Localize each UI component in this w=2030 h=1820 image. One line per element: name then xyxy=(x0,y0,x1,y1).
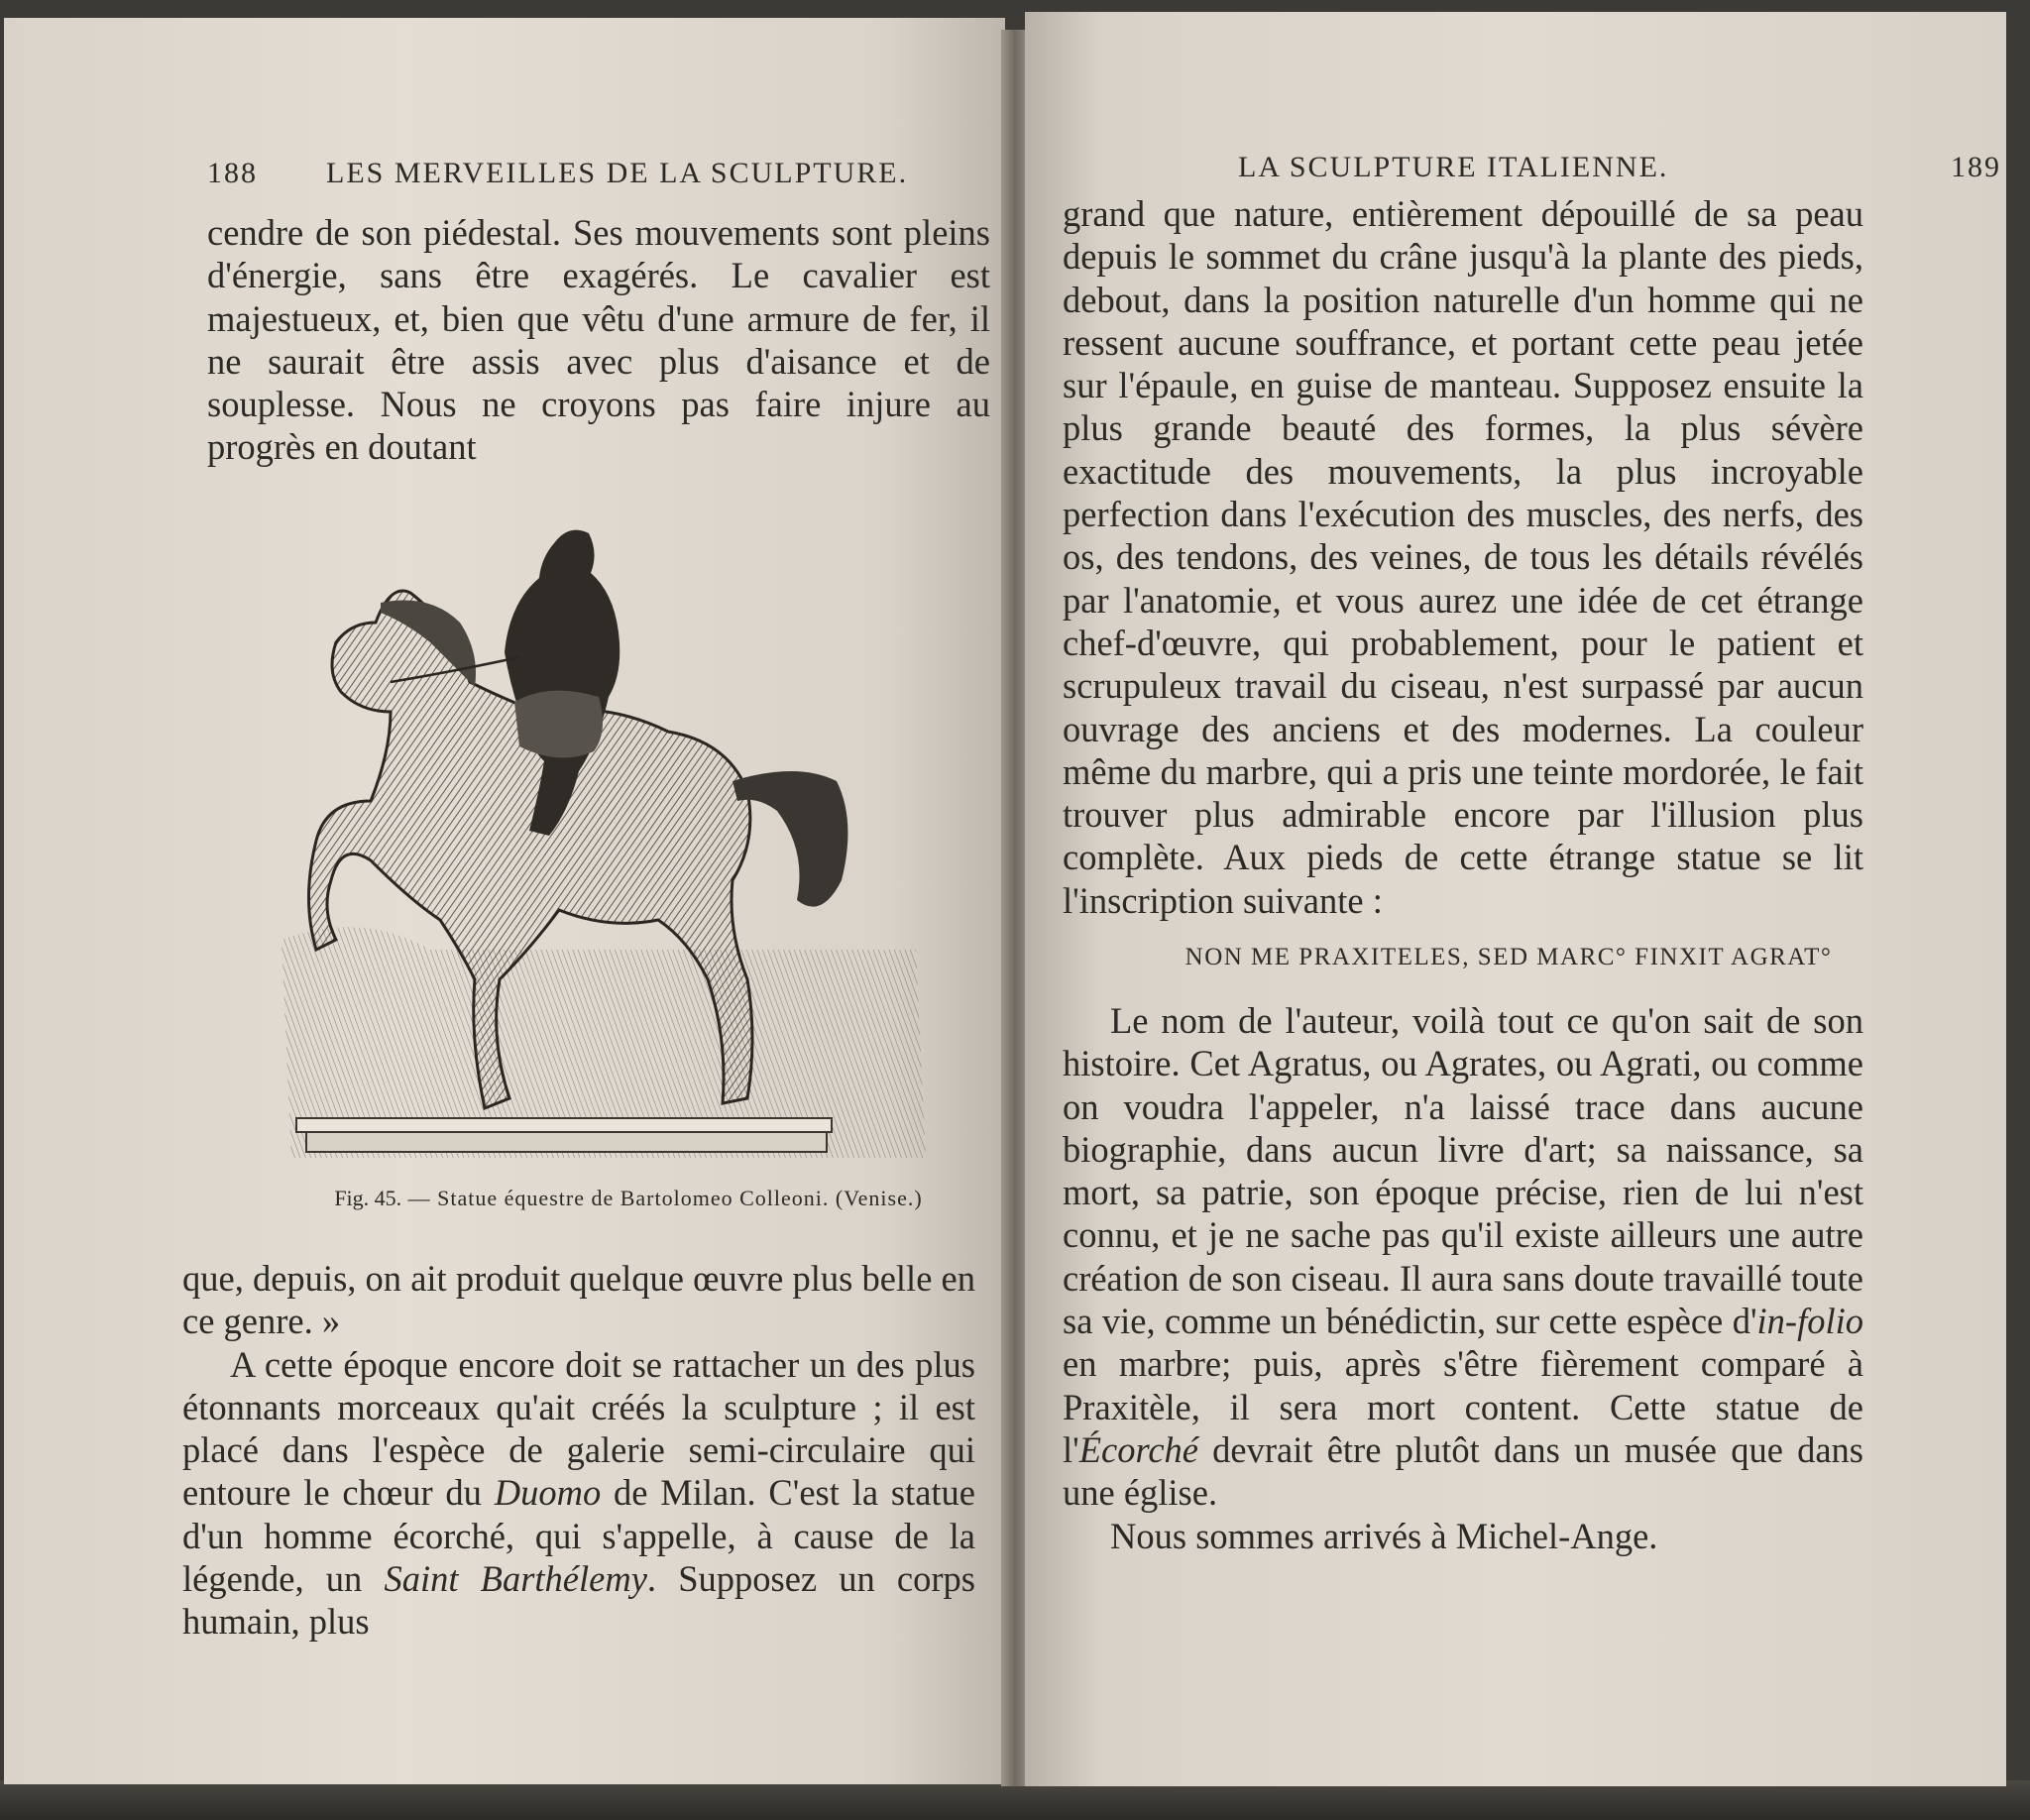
p1-part-b: en marbre; puis, après s'être fièrement comparé à Praxitèle, il sera mort content. Cette statue de l' xyxy=(1063,1343,1863,1470)
left-running-header xyxy=(207,157,1005,190)
right-running-header xyxy=(1238,151,2001,184)
left-page xyxy=(4,18,1005,1784)
p1-part-c: devrait être plutôt dans un musée que dans une église. xyxy=(1063,1428,1863,1514)
figure-caption xyxy=(291,1186,965,1211)
left-bottom-text xyxy=(182,1257,975,1644)
right-after-paragraph-1 xyxy=(1063,999,1863,1515)
figure-caption-text: — Statue équestre de Bartolomeo Colleoni. (Venise.) xyxy=(407,1186,923,1210)
italic-ecorche: Écorché xyxy=(1078,1428,1198,1470)
p2-part-c: . Supposez un corps humain, plus xyxy=(182,1558,975,1643)
table-surface xyxy=(0,1780,2030,1820)
left-bottom-paragraph-2 xyxy=(182,1343,975,1644)
right-page xyxy=(1025,12,2006,1786)
figure-number: Fig. 45. xyxy=(334,1186,402,1210)
left-bottom-paragraph-1: que, depuis, on ait produit quelque œuvre plus belle en ce genre. » xyxy=(182,1258,975,1342)
italic-duomo: Duomo xyxy=(494,1472,602,1514)
right-after-paragraph-2: Nous sommes arrivés à Michel-Ange. xyxy=(1110,1515,1658,1556)
right-main-paragraph xyxy=(1063,192,1863,922)
right-page-number: 189 xyxy=(1951,151,2001,183)
left-top-text: cendre de son piédestal. Ses mouvements sont pleins d'énergie, sans être exagérés. Le cavalier est majestueux, et, bien que vêtu d'une armure de fer, il ne saurait être assis avec plus d'aisance et de souplesse. Nous ne croyons pas faire injure au progrès en doutant xyxy=(207,212,990,468)
latin-inscription: NON ME PRAXITELES, SED MARC° FINXIT AGRAT° xyxy=(1184,944,1833,970)
p2-part-a: A cette époque encore doit se rattacher un des plus étonnants morceaux qu'ait créés la sculpture ; il est placé dans l'espèce de galerie semi-circulaire qui entoure le chœur du xyxy=(182,1343,975,1514)
left-top-paragraph xyxy=(207,211,990,469)
left-page-number: 188 xyxy=(207,157,258,189)
italic-in-folio: in-folio xyxy=(1756,1301,1863,1342)
italic-saint-barthelemy: Saint Barthélemy xyxy=(384,1558,647,1600)
right-after-text xyxy=(1063,999,1863,1557)
p2-part-b: de Milan. C'est la statue d'un homme écorché, qui s'appelle, à cause de la légende, un xyxy=(182,1472,975,1600)
equestrian-statue-engraving xyxy=(282,484,936,1178)
left-running-head-title: LES MERVEILLES DE LA SCULPTURE. xyxy=(326,157,909,189)
right-running-head-title: LA SCULPTURE ITALIENNE. xyxy=(1238,151,1669,183)
right-main-text: grand que nature, entièrement dépouillé de sa peau depuis le sommet du crâne jusqu'à la plante des pieds, debout, dans la position naturelle d'un homme qui ne ressent aucune souffrance, et portant cette peau jetée sur l'épaule, en guise de manteau. Supposez ensuite la plus grande beauté des formes, la plus sévère exactitude des mouvements, la plus incroyable perfection dans l'exécution des muscles, des nerfs, des os, des tendons, des veines, de tous les détails révélés par l'anatomie, et vous aurez une idée de cet étrange chef-d'œuvre, qui probablement, pour le patient et scrupuleux travail du ciseau, n'est surpassé par aucun ouvrage des anciens et des modernes. La couleur même du marbre, qui a pris une teinte mordorée, le fait trouver plus admirable encore par l'illusion plus complète. Aux pieds de cette étrange statue se lit l'inscription suivante : xyxy=(1063,193,1863,921)
p1-part-a: Le nom de l'auteur, voilà tout ce qu'on sait de son histoire. Cet Agratus, ou Agrates, ou Agrati, ou comme on voudra l'appeler, n'a laissé trace dans aucune biographie, dans aucun livre d'art; sa naissance, sa mort, sa patrie, son époque précise, rien de lui n'est connu, et je ne sache pas qu'il existe ailleurs une autre création de son ciseau. Il aura sans doute travaillé toute sa vie, comme un bénédictin, sur cette espèce d' xyxy=(1063,1000,1863,1342)
